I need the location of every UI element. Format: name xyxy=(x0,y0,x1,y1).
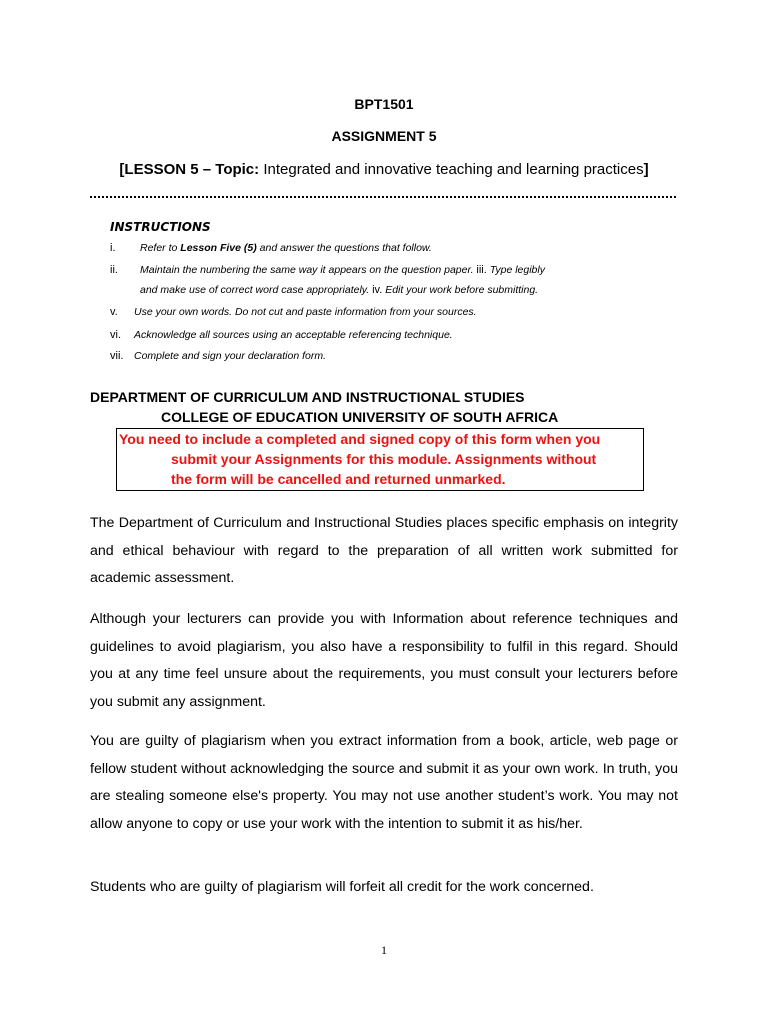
instruction-number: iv. xyxy=(372,284,383,296)
notice-text: You need to include a completed and signed copy of this form when you xyxy=(119,431,601,447)
instruction-number: iii. xyxy=(476,264,487,276)
lesson-topic: Integrated and innovative teaching and learning practices xyxy=(263,161,644,178)
dotted-divider xyxy=(90,196,676,198)
course-code: BPT1501 xyxy=(354,96,414,112)
instruction-number: ii. xyxy=(110,264,118,276)
instruction-text: and make use of correct word case appropriately. xyxy=(140,284,370,296)
instruction-text: Acknowledge all sources using an acceptable referencing technique. xyxy=(134,329,453,341)
instructions-title: INSTRUCTIONS xyxy=(110,220,211,234)
instruction-text: and answer the questions that follow. xyxy=(256,242,432,254)
lesson-prefix: [LESSON 5 – Topic: xyxy=(119,161,260,178)
body-paragraph: The Department of Curriculum and Instructional Studies places specific emphasis on integrity and ethical behaviour with regard to the preparation of all written work submitted for academic assessment. xyxy=(90,515,678,586)
body-paragraph: Students who are guilty of plagiarism will forfeit all credit for the work concerned. xyxy=(90,879,594,895)
page-number: 1 xyxy=(381,943,387,957)
body-paragraph: You are guilty of plagiarism when you extract information from a book, article, web page or fellow student without acknowledging the source and submit it as your own work. In truth, you are stealing someone else's property. You may not use another student’s work. You may not allow anyone to copy or use your work with the intention to submit it as his/her. xyxy=(90,733,678,832)
instruction-text: Use your own words. Do not cut and paste information from your sources. xyxy=(134,306,477,318)
instruction-text: Maintain the numbering the same way it appears on the question paper. xyxy=(140,264,474,276)
instruction-number: vi. xyxy=(110,329,121,341)
instruction-text: Type legibly xyxy=(489,264,545,276)
assignment-title: ASSIGNMENT 5 xyxy=(331,128,437,144)
instruction-text: Refer to xyxy=(140,242,181,254)
declaration-notice-box xyxy=(116,428,644,491)
college-name: COLLEGE OF EDUCATION UNIVERSITY OF SOUTH AFRICA xyxy=(161,409,559,425)
instruction-number: v. xyxy=(110,306,118,318)
department-name: DEPARTMENT OF CURRICULUM AND INSTRUCTIONAL STUDIES xyxy=(90,389,525,405)
instruction-bold-text: Lesson Five (5) xyxy=(180,242,257,254)
instruction-number: i. xyxy=(110,242,116,254)
notice-text: submit your Assignments for this module. Assignments without xyxy=(171,451,597,467)
body-paragraph: Although your lecturers can provide you with Information about reference techniques and guidelines to avoid plagiarism, you also have a responsibility to fulfil in this regard. Should you at any time feel unsure about the requirements, you must consult your lecturers before you submit any assignment. xyxy=(90,611,678,710)
notice-text: the form will be cancelled and returned unmarked. xyxy=(171,471,506,487)
lesson-topic-line xyxy=(0,161,768,178)
instruction-text: Complete and sign your declaration form. xyxy=(134,350,327,362)
instruction-number: vii. xyxy=(110,350,124,362)
instruction-text: Edit your work before submitting. xyxy=(385,284,539,296)
lesson-suffix: ] xyxy=(643,161,649,178)
